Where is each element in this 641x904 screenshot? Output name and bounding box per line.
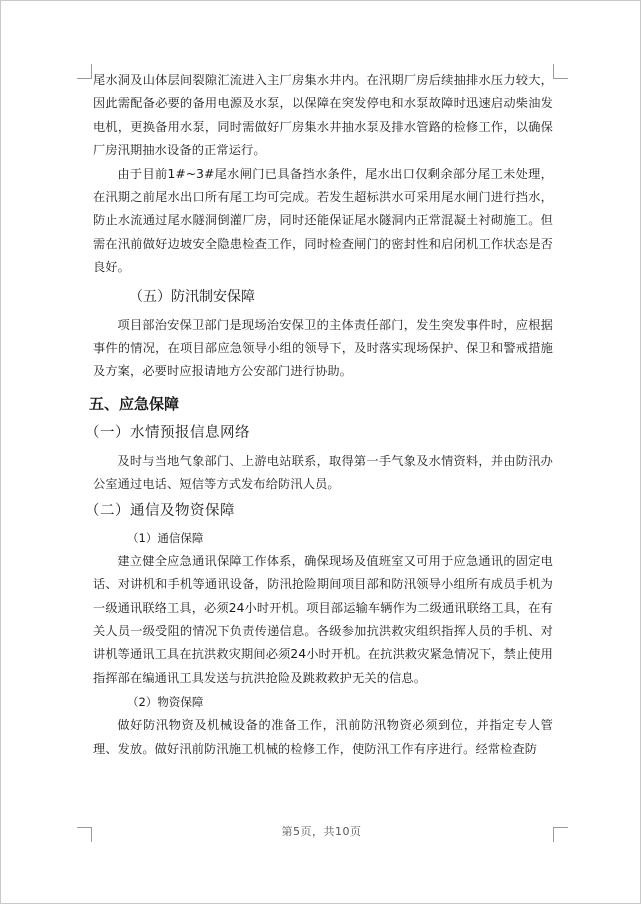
paragraph-materials-prep: 做好防汛物资及机械设备的准备工作，汛前防汛物资必须到位，并指定专人管理、发放。做好汛前防汛施工机械的检修工作，使防汛工作有序进行。经常检查防 (93, 718, 553, 756)
heading-flood-security: （五）防汛制安保障 (129, 288, 255, 305)
paragraph-weather-contact: 及时与当地气象部门、上游电站联系，取得第一手气象及水情资料，并由防汛办公室通过电话、短信等方式发布给防汛人员。 (93, 453, 553, 492)
page-corner-mark-top-right (553, 64, 568, 79)
page-number-footer: 第5页，共10页 (281, 825, 362, 838)
paragraph-tailwater-gate: 由于目前1#~3#尾水闸门已具备挡水条件，尾水出口仅剩余部分尾工未处理，在汛期之前尾水出口所有尾工均可完成。若发生超标洪水可采用尾水闸门进行挡水，防止水流通过尾水隧洞倒灌厂房，同时还能保证尾水隧洞内正常混凝土衬砌施工。但需在汛前做好边坡安全隐患检查工作，同时检查闸门的密封性和启闭机工作状态是否良好。 (93, 166, 553, 275)
item-communication: （1）通信保障 (127, 530, 204, 545)
heading-hydrology-network: （一）水情预报信息网络 (85, 424, 250, 441)
paragraph-communication-system: 建立健全应急通讯保障工作体系，确保现场及值班室又可用于应急通讯的固定电话、对讲机和手机等通讯设备，防汛抢险期间项目部和防汛领导小组所有成员手机为一级通讯联络工具，必须24小时开机。项目部运输车辆作为二级通讯联络工具，在有关人员一级受阻的情况下负责传递信息。各级参加抗洪救灾组织指挥人员的手机、对讲机等通讯工具在抗洪救灾期间必须24小时开机。在抗洪救灾紧急情况下，禁止使用指挥部在编通讯工具发送与抗洪抢险及跳救救护无关的信息。 (93, 553, 553, 685)
item-materials: （2）物资保障 (127, 695, 204, 710)
page-content (85, 69, 553, 761)
paragraph-drainage: 尾水洞及山体层间裂隙汇流进入主厂房集水井内。在汛期厂房后续抽排水压力较大，因此需配备必要的备用电源及水泵，以保障在突发停电和水泵故障时迅速启动柴油发电机，更换备用水泵，同时需做好厂房集水井抽水泵及排水管路的检修工作，以确保厂房汛期抽水设备的正常运行。 (93, 73, 553, 158)
heading-communication-materials: （二）通信及物资保障 (85, 502, 235, 519)
paragraph-security-dept: 项目部治安保卫部门是现场治安保卫的主体责任部门，发生突发事件时，应根据事件的情况，在项目部应急领导小组的领导下，及时落实现场保护、保卫和警戒措施及方案，必要时应报请地方公安部门进行协助。 (93, 317, 553, 379)
page-corner-mark-top-left (77, 64, 92, 79)
heading-emergency-support: 五、应急保障 (89, 394, 180, 413)
